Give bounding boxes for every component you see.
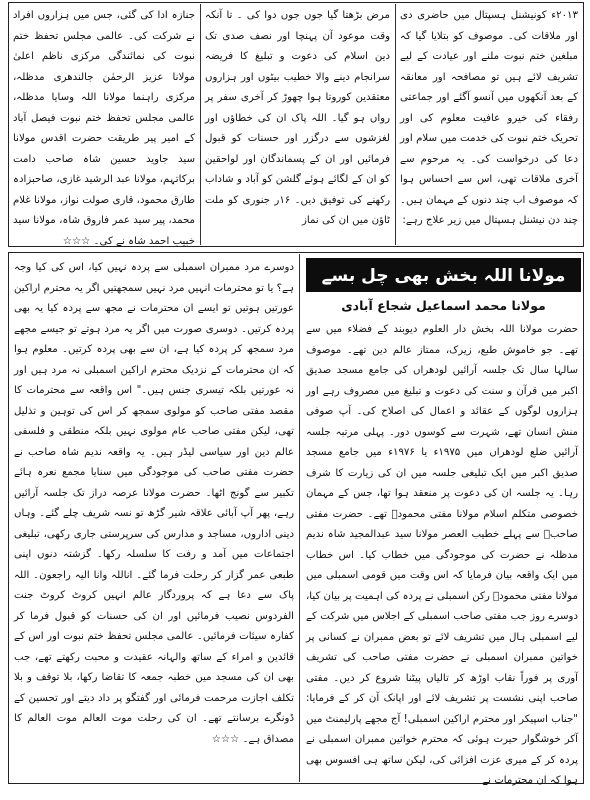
article-title: مولانا اللہ بخش بھی چل بسے — [321, 265, 566, 286]
article-right-column — [306, 320, 578, 786]
top-divider-right — [395, 4, 396, 245]
top-right-text: ۲۰۱۳ء کونیشنل ہسپتال میں حاضری دی اور ملاقات کی۔ موصوف کو بتلایا گیا کہ مبلغین ختم نبوت ملنے اور عیادت کے لیے تشریف لائے ہیں تو مصافحہ اور معانقہ کے بعد آنکھوں میں آنسو آگئے اور جماعتی رفقاء کی خیرو عافیت معلوم کی اور تحریک ختم نبوت کی خدمت میں سلام اور دعا کی درخواست کی۔ یہ مرحوم سے آخری ملاقات تھی، اس سے احساس ہوا کہ موصوف اب چند دنوں کے مہمان ہیں۔ چند دن نیشنل ہسپتال میں زیر علاج رہے: — [400, 10, 578, 226]
article-left-text: دوسرے مرد ممبران اسمبلی سے پردہ نہیں کیا، اس کی کیا وجہ ہے؟ یا تو محترمات انہیں مرد نہیں سمجھتیں اگر یہ محترم اراکین عورتیں ہوتیں تو ایسے ان محترمات نے مجھ سے پردہ کیا یہ بھی پردہ کرتیں۔ دوسری صورت میں اگر یہ مرد ہوتے تو جیسے مجھے مرد سمجھ کر پردہ کیا ہے، ان سے بھی پردہ کرتیں۔ معلوم ہوا کہ ان محترمات کے نزدیک محترم اراکین اسمبلی نہ مرد ہیں اور نہ عورتیں بلکہ تیسری جنس ہیں۔" اس واقعہ سے محترمات کا مقصد مفتی صاحب کو مولوی سمجھ کر اس کی توہین و تذلیل تھی، لیکن مفتی صاحب عام مولوی نہیں بلکہ منطقی و فلسفی عالم دین اور سیاسی لیڈر ہیں۔ یہ واقعہ ندیم شاہ صاحب نے حضرت مفتی صاحب کی موجودگی میں سنایا مجمع نعرہ ہائے تکبیر سے گونج اٹھا۔ حضرت مولانا عرصہ دراز تک جلسہ آرائیں رہے، پھر آپ آبائی علاقہ شیر گڑھ تو نسہ شریف چلے گئے۔ وہاں دینی اداروں، مساجد و مدارس کی سرپرستی جاری رکھی، تبلیغی اجتماعات میں آمد و رفت کا سلسلہ رکھا۔ گزشتہ دنوں اپنی طبعی عمر گزار کر رحلت فرما گئے۔ اناللہ وانا الیہ راجعون۔ اللہ پاک سے دعا ہے کہ پروردگار عالم انہیں کروٹ کروٹ جنت الفردوس نصیب فرمائیں اور ان کی حسنات کو قبول فرما کر کفارہ سیئات فرمائیں۔ عالمی مجلس تحفظ ختم نبوت اور اس کے قائدین و امراء کے ساتھ والہانہ عقیدت و محبت رکھتے تھے، جب بھی ان کی مسجد میں خطبہ جمعہ کا تقاضا رکھا، بلا توقف و بلا تکلف اجازت مرحمت فرمائی اور گفتگو پر داد دیتے اور تحسین کے ڈونگرے برسانتے تھے۔ ان کی رحلت موت العالم موت العالم کا مصداق ہے۔ ☆☆☆ — [14, 262, 294, 745]
top-divider-left — [200, 4, 201, 245]
article-title-banner — [306, 258, 581, 292]
top-middle-column — [205, 6, 390, 243]
top-left-text: جنازہ ادا کی گئی، جس میں ہزاروں افراد نے شرکت کی۔ عالمی مجلس تحفظ ختم نبوت کی نمائندگی مرکزی ناظم اعلیٰ مولانا عزیز الرحمٰن جالندھری مدظلہ، مرکزی راہنما مولانا اللہ وسایا مدظلہ، عالمی مجلس تحفظ ختم نبوت فیصل آباد کے امیر پیر طریقت حضرت اقدس مولانا سید جاوید حسین شاہ صاحب دامت برکاتہم، مولانا عبد الرشید غازی، صاحبزادہ طارق محمود، قاری صولت نواز، مولانا غلام محمد، پیر سید عمر فاروق شاہ، مولانا سید خبیب احمد شاہ نے کی۔ ☆☆☆ — [13, 10, 195, 247]
article-left-column — [14, 258, 294, 780]
article-column-divider — [299, 254, 300, 782]
article-right-text: حضرت مولانا اللہ بخش دار العلوم دیوبند کے فضلاء میں سے تھے۔ جو خاموش طبع، زیرک، ممتاز عالم دین تھے۔ موصوف سالہا سال تک جلسہ آرائیں لودھراں کی جامع مسجد صدیق اکبر میں قرآن و سنت کی دعوت و تبلیغ میں مصروف رہے اور ہزاروں لوگوں کے عقائد و اعمال کی اصلاح کی۔ آپ صوفی منش انسان تھے، شہرت سے کوسوں دور۔ پہلی مرتبہ جلسہ آرائیں ضلع لودھراں میں ۱۹۷۵ء یا ۱۹۷۶ء میں جامع مسجد صدیق اکبر میں ایک تبلیغی جلسہ میں ان کی زیارت کا شرف رہا۔ یہ جلسہ ان کی دعوت پر منعقد ہوا تھا، جس کے مہمان خصوصی متکلم اسلام مولانا مفتی محمودؒ تھے۔ حضرت مفتی صاحبؒ سے پہلے خطیب العصر مولانا سید عبدالمجید شاہ ندیم مدظلہ نے حضرت کی موجودگی میں خطاب کیا۔ اس خطاب میں ایک واقعہ بیان فرمایا کہ اس وقت میں قومی اسمبلی میں مولانا مفتی محمودؒ رکن اسمبلی نے پردہ کی اہمیت پر بیان کیا، دوسرے روز جب مفتی صاحب اسمبلی کے اجلاس میں شرکت کے لیے اسمبلی ہال میں تشریف لائے تو بعض ممبران نے کسانی پر خواتین ممبران اسمبلی نے حضرت مفتی صاحب کی تشریف آوری پر فوراً نقاب اوڑھ کر تالیاں پیٹنا شروع کر دیں۔ مفتی صاحب اپنی نشست پر تشریف لائے اور اپانک آن کر کے فرمایا: "جناب اسپیکر اور محترم اراکین اسمبلی! آج مجھے پارلیمنٹ میں آکر خوشگوار حیرت ہوئی کہ محترم خواتین ممبران اسمبلی نے پردہ کر کے میری عزت افزائی کی، لیکن ساتھ ہی افسوس بھی ہوا کہ ان محترمات نے — [306, 324, 578, 786]
top-right-column — [400, 6, 578, 243]
top-left-column — [13, 6, 195, 247]
top-middle-text: مرض بڑھتا گیا جوں جوں دوا کی ۔ تا آنکہ وقت موعود آن پہنچا اور نصف صدی تک دین اسلام کی دعوت و تبلیغ کا فریضہ سرانجام دینے والا خطیب بیٹوں اور ہزاروں معتقدین کوروتا ہوا چھوڑ کر آخری سفر پر رواں ہو گیا۔ اللہ پاک ان کی خطاؤں اور لغزشوں سے درگزر اور حسنات کو قبول فرمائیں اور ان کے پسماندگان اور لواحقین کو ان کے لگائے ہوئے گلشن کو آباد و شاداب رکھنے کی توفیق دیں۔ ۱۶ر جنوری کو ملت ٹاؤن میں ان کی نماز — [205, 10, 390, 226]
article-byline: مولانا محمد اسماعیل شجاع آبادی — [341, 298, 546, 313]
